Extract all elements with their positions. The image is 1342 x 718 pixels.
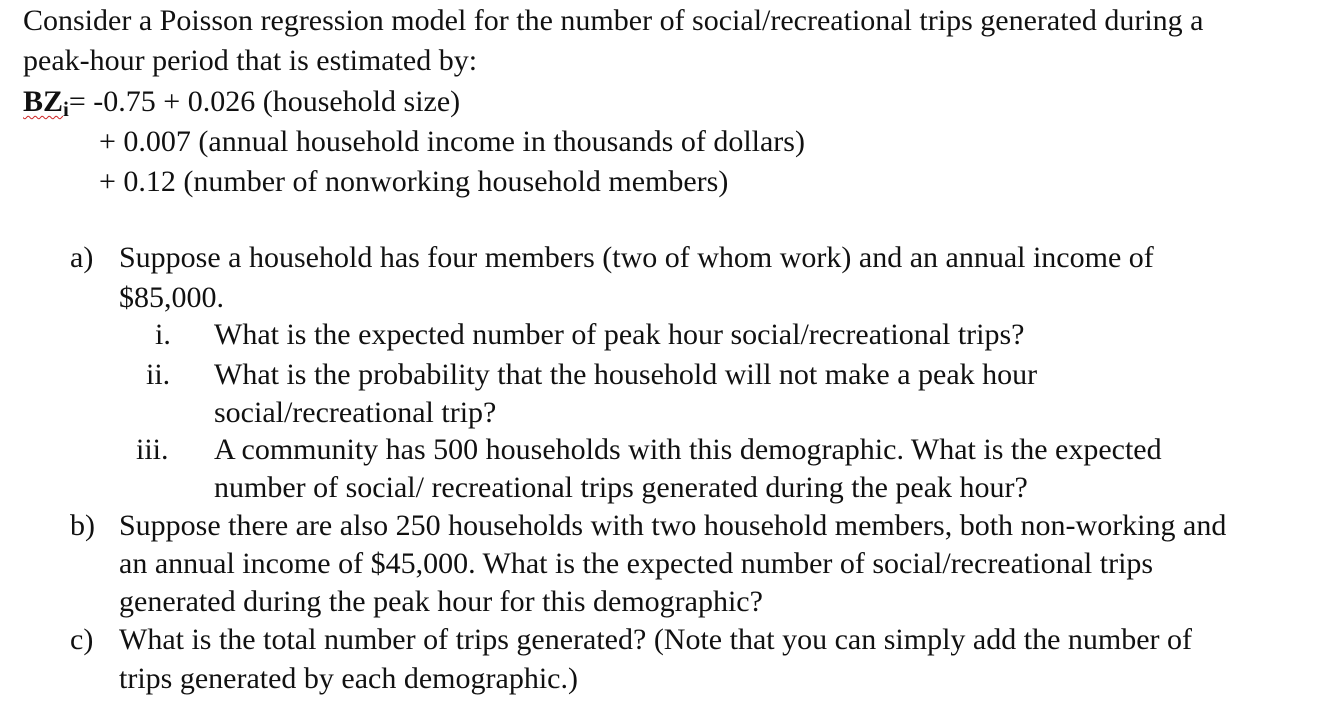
part-b-marker: b)	[70, 509, 95, 542]
equation-line-1-rest: = -0.75 + 0.026 (household size)	[68, 85, 461, 118]
part-a-iii-line-2: number of social/ recreational trips generated during the peak hour?	[214, 471, 1028, 504]
part-a-iii-marker: iii.	[136, 433, 169, 466]
part-a-ii-marker: ii.	[146, 358, 171, 391]
part-a-i-marker: i.	[155, 318, 171, 351]
part-a-iii-line-1: A community has 500 households with this demographic. What is the expected	[214, 433, 1162, 466]
equation-line-2: + 0.007 (annual household income in thousands of dollars)	[99, 125, 805, 158]
part-a-marker: a)	[70, 241, 94, 274]
intro-line-2: peak-hour period that is estimated by:	[23, 44, 478, 77]
equation-lhs-subscript: i	[63, 97, 69, 121]
part-b-line-2: an annual income of $45,000. What is the expected number of social/recreational trips	[119, 547, 1154, 580]
equation-lhs	[23, 85, 69, 121]
part-c-marker: c)	[70, 623, 94, 656]
equation-lhs-bz: BZ	[23, 85, 64, 118]
part-a-ii-line-1: What is the probability that the household will not make a peak hour	[214, 358, 1038, 391]
equation-line-3: + 0.12 (number of nonworking household members)	[99, 165, 729, 198]
intro-line-1: Consider a Poisson regression model for the number of social/recreational trips generated during a	[23, 4, 1204, 37]
part-a-i-line-1: What is the expected number of peak hour social/recreational trips?	[214, 318, 1025, 351]
part-a-ii-line-2: social/recreational trip?	[214, 396, 497, 429]
part-b-line-1: Suppose there are also 250 households with two household members, both non-working and	[119, 509, 1227, 542]
part-a-line-1: Suppose a household has four members (two of whom work) and an annual income of	[119, 241, 1154, 274]
part-c-line-2: trips generated by each demographic.)	[119, 662, 578, 695]
part-a-line-2: $85,000.	[119, 281, 224, 314]
part-b-line-3: generated during the peak hour for this demographic?	[119, 585, 763, 618]
part-c-line-1: What is the total number of trips generated? (Note that you can simply add the number of	[119, 623, 1193, 656]
equation-line-1	[23, 84, 460, 127]
